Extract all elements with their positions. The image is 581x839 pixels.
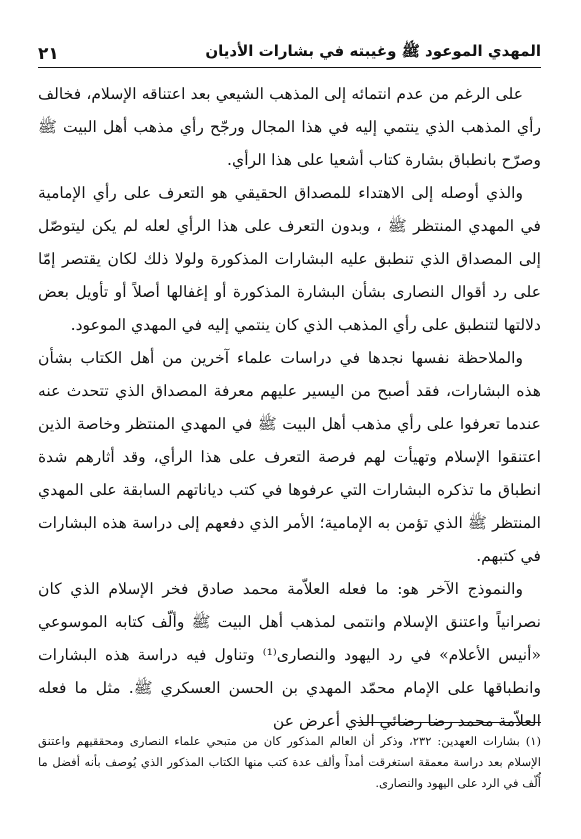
header-rule bbox=[38, 67, 541, 68]
paragraph: على الرغم من عدم انتمائه إلى المذهب الشيعي بعد اعتناقه الإسلام، فخالف رأي المذهب الذي ينتمي إليه في هذا المجال ورجّح رأي مذهب أهل البيت ﷺ وصرّح بانطباق بشارة كتاب أشعيا على هذا الرأي. bbox=[38, 85, 541, 169]
paragraph: والنموذج الآخر هو: ما فعله العلاّمة محمد صادق فخر الإسلام الذي كان نصرانياً واعتنق الإسلام وانتمى لمذهب أهل البيت ﷺ وألّف كتابه الموسوعي «أنيس الأعلام» في رد اليهود والنصارى⁽¹⁾ وتناول فيه دراسة هذه البشارات وانطباقها على الإمام محمّد المهدي بن الحسن العسكري ﷺ. مثل ما فعله العلاّمة محمد رضا رضائي الذي أعرض عن bbox=[38, 580, 541, 730]
footnote-text: (١) بشارات العهدين: ٢٣٢، وذكر أن العالم المذكور كان من متبحي علماء النصارى ومحققيهم واعتنق الإسلام بعد دراسة معمقة استغرقت أمداً وألف عدة كتب منها الكتاب المذكور الذي يُوصف بأنه أفضل ما أُلّف في الرد على اليهود والنصارى. bbox=[38, 734, 541, 790]
page-header bbox=[38, 38, 541, 64]
page-number: ٢١ bbox=[38, 44, 59, 64]
paragraph: والملاحظة نفسها نجدها في دراسات علماء آخرين من أهل الكتاب بشأن هذه البشارات، فقد أصبح من اليسير عليهم معرفة المصداق الذي تتحدث عنه عندما تعرفوا على رأي مذهب أهل البيت ﷺ في المهدي المنتظر وخاصة الذين اعتنقوا الإسلام وتهيأت لهم فرصة التعرف على هذا الرأي، وقد أثارهم شدة انطباق ما تذكره البشارات التي عرفوها في كتب دياناتهم السابقة على المهدي المنتظر ﷺ الذي تؤمن به الإمامية؛ الأمر الذي دفعهم إلى دراسة هذه البشارات في كتبهم. bbox=[38, 349, 541, 565]
paragraph: والذي أوصله إلى الاهتداء للمصداق الحقيقي هو التعرف على رأي الإمامية في المهدي المنتظر ﷺ ، وبدون التعرف على هذا الرأي لعله لم يكن ليتوصّل إلى المصداق الذي تنطبق عليه البشارات المذكورة ولولا ذلك لكان يقتصر إمّا على رد أقوال النصارى بشأن البشارة المذكورة أو إغفالها أصلاً أو تأويل بعض دلالتها لتنطبق على رأي المذهب الذي كان ينتمي إليه في المهدي الموعود. bbox=[38, 184, 541, 334]
main-text bbox=[38, 78, 541, 738]
running-title: المهدي الموعود ﷺ وغيبته في بشارات الأديان bbox=[205, 42, 541, 60]
footnote-separator bbox=[356, 722, 541, 723]
footnote bbox=[38, 731, 541, 794]
